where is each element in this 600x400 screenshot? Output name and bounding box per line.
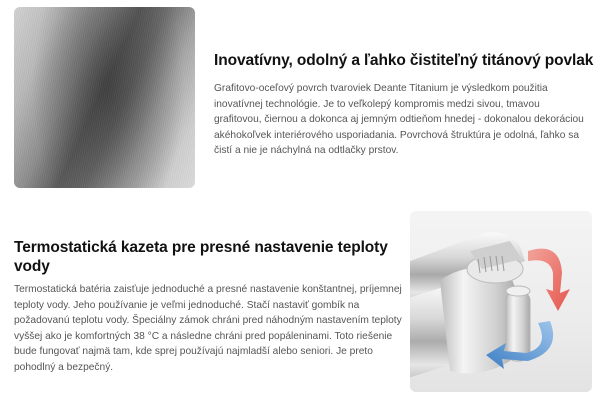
thermostatic-cartridge-heading: Termostatická kazeta pre presné nastavenie teploty vody [14, 239, 388, 275]
titanium-coating-description: Grafitovo-oceľový povrch tvaroviek Deante Titanium je výsledkom použitia inovatívnej technológie. Je to veľkolepý kompromis medzi sivou, tmavou grafitovou, čiernou a dokonca aj jemným odtieňom hnedej - dokonalou dekoráciou akéhokoľvek interiérového usporiadania. Povrchová štruktúra je odolná, ľahko sa čistí a nie je náchylná na odtlačky prstov. [214, 83, 584, 157]
hot-flow-arrow-icon [528, 249, 570, 311]
thermostatic-cartridge-description: Termostatická batéria zaisťuje jednoduché a presné nastavenie konštantnej, príjemnej teploty vody. Jeho používanie je veľmi jednoduché. Stačí nastaviť gombík na požadovanú teplotu vody. Špeciálny zámok chráni pred náhodným nastavením teploty vyššej ako je komfortných 38 °C a následne chráni pred popáleninami. Toto riešenie bude fungovať najmä tam, kde sprej používajú najmladší alebo seniori. Je preto pohodlný a bezpečný. [14, 284, 402, 373]
titanium-coating-heading: Inovatívny, odolný a ľahko čistiteľný titánový povlak [214, 52, 594, 69]
thermostat-illustration [410, 211, 592, 392]
titanium-surface-image [14, 7, 195, 188]
thermostatic-mixer-image [410, 211, 592, 392]
